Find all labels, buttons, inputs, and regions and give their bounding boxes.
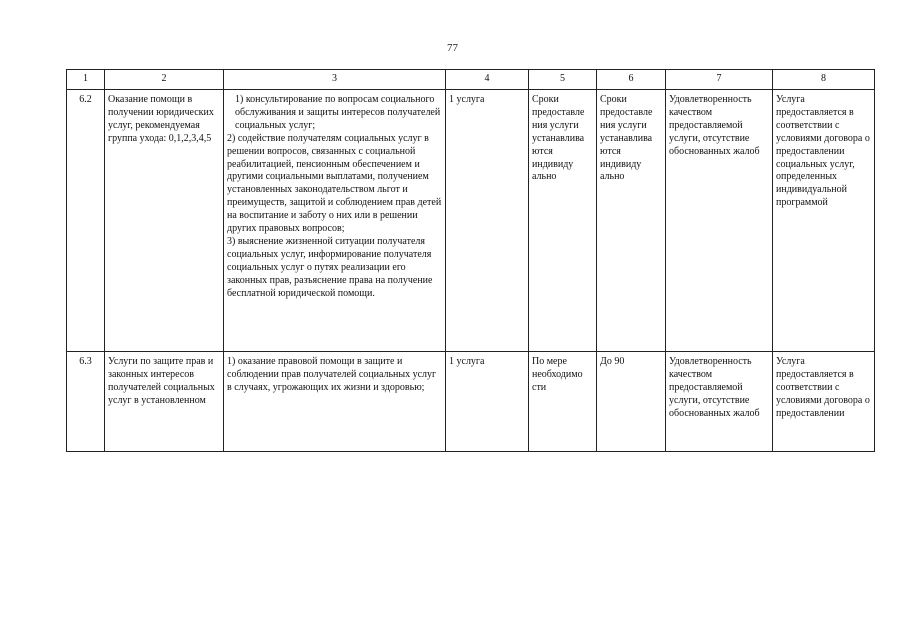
content-item: 2) содействие получателям социальных услуг в решении вопросов, связанных с социальной реабилитацией, пенсионным обеспечением и другими социальными выплатами, получением установленных законодательством льгот и преимуществ, защитой и соблюдением прав детей на воспитание и заботу о них или в решении других правовых вопросов; — [227, 132, 442, 235]
service-period: До 90 — [597, 352, 666, 452]
service-conditions: Услуга предоставляется в соответствии с условиями договора о предоставлении — [773, 352, 875, 452]
header-cell: 3 — [224, 70, 446, 90]
service-content — [224, 90, 446, 352]
header-cell: 7 — [666, 70, 773, 90]
service-conditions: Услуга предоставляется в соответствии с условиями договора о предоставлении социальных услуг, определенных индивидуальной программой — [773, 90, 875, 352]
service-period: Сроки предоставле ния услуги устанавлива ются индивиду ально — [597, 90, 666, 352]
service-term: По мере необходимо сти — [529, 352, 597, 452]
header-cell: 8 — [773, 70, 875, 90]
content-item: 1) консультирование по вопросам социального обслуживания и защиты интересов получателей социальных услуг; — [235, 94, 441, 131]
header-cell: 1 — [67, 70, 105, 90]
row-number: 6.2 — [67, 90, 105, 352]
quality-indicator: Удовлетворенность качеством предоставляемой услуги, отсутствие обоснованных жалоб — [666, 352, 773, 452]
header-cell: 5 — [529, 70, 597, 90]
service-term: Сроки предоставле ния услуги устанавлива ются индивиду ально — [529, 90, 597, 352]
service-volume: 1 услуга — [446, 90, 529, 352]
quality-indicator: Удовлетворенность качеством предоставляемой услуги, отсутствие обоснованных жалоб — [666, 90, 773, 352]
content-item: 1) оказание правовой помощи в защите и соблюдении прав получателей социальных услуг в случаях, угрожающих их жизни и здоровью; — [227, 356, 437, 393]
service-name: Оказание помощи в получении юридических услуг, рекомендуемая группа ухода: 0,1,2,3,4,5 — [105, 90, 224, 352]
service-name: Услуги по защите прав и законных интересов получателей социальных услуг в установленном — [105, 352, 224, 452]
table-header-row — [67, 70, 875, 90]
service-content — [224, 352, 446, 452]
header-cell: 2 — [105, 70, 224, 90]
content-item: 3) выяснение жизненной ситуации получателя социальных услуг, информирование получателя социальных услуг о путях реализации его законных прав, разъяснение права на получение бесплатной юридической помощи. — [227, 235, 433, 299]
table-row — [67, 90, 875, 352]
header-cell: 4 — [446, 70, 529, 90]
service-volume: 1 услуга — [446, 352, 529, 452]
table-row — [67, 352, 875, 452]
row-number: 6.3 — [67, 352, 105, 452]
page-number: 77 — [447, 42, 458, 54]
services-table — [66, 69, 875, 452]
header-cell: 6 — [597, 70, 666, 90]
